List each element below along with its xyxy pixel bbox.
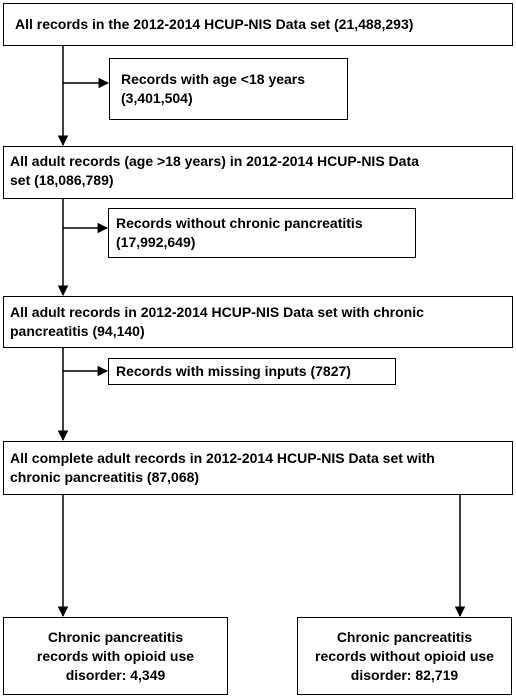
box-text-line: disorder: 82,719 (350, 667, 459, 683)
box-text-line: All records in the 2012-2014 HCUP-NIS Data set (21,488,293) (15, 16, 414, 32)
box-text-line: chronic pancreatitis (87,068) (10, 469, 200, 485)
box-text-line: Chronic pancreatitis (47, 629, 184, 645)
box-text-line: All adult records (age >18 years) in 2012-2014 HCUP-NIS Data (10, 153, 419, 169)
adult-records-box (3, 146, 513, 199)
box-text-line: Chronic pancreatitis (336, 629, 473, 645)
box-text-line: (17,992,649) (116, 234, 196, 250)
box-text-line: records without opioid use (315, 648, 494, 664)
box-text-line: Records with missing inputs (7827) (116, 363, 351, 379)
all-records-box (3, 3, 513, 46)
age-under-18-box (109, 58, 348, 120)
missing-inputs-box (108, 358, 396, 385)
box-text-line: disorder: 4,349 (65, 667, 166, 683)
box-text-line: set (18,086,789) (10, 172, 114, 188)
box-text-line: records with opioid use (36, 648, 195, 664)
box-text-line: Records with age <18 years (121, 71, 306, 87)
box-text-line: (3,401,504) (121, 90, 193, 106)
box-text-line: All adult records in 2012-2014 HCUP-NIS Data set with chronic (10, 304, 424, 320)
with-opioid-use-disorder-box (3, 617, 228, 695)
box-text-line: pancreatitis (94,140) (10, 323, 145, 339)
without-opioid-use-disorder-box (297, 617, 512, 695)
box-text-line: Records without chronic pancreatitis (116, 215, 363, 231)
without-chronic-pancreatitis-box (108, 208, 416, 258)
adult-chronic-pancreatitis-box (3, 296, 513, 348)
complete-chronic-pancreatitis-box (3, 441, 513, 495)
box-text-line: All complete adult records in 2012-2014 HCUP-NIS Data set with (10, 450, 435, 466)
